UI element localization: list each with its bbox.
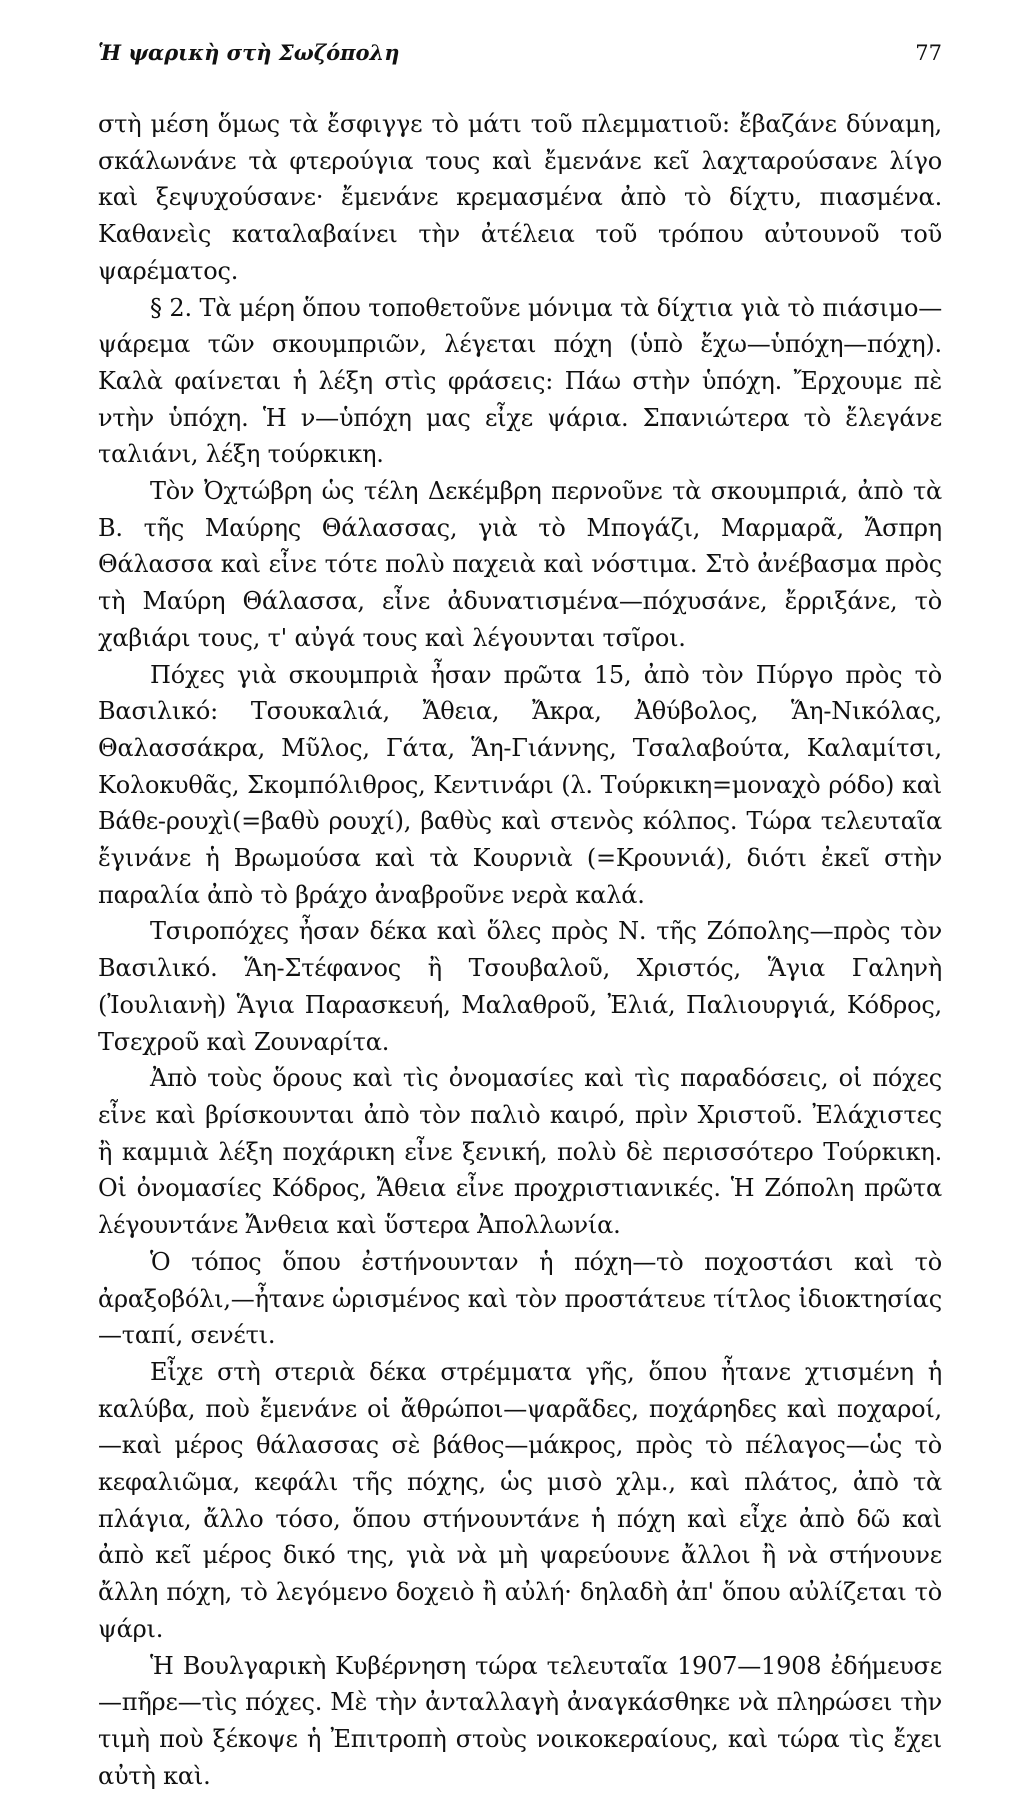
paragraph-5: Τσιροπόχες ἦσαν δέκα καὶ ὅλες πρὸς Ν. τῆς Ζόπολης—πρὸς τὸν Βασιλικό. Ἅη-Στέφανος ἢ Τσουβαλοῦ, Χριστός, Ἅγια Γαληνὴ (Ἰουλιανὴ) Ἅγια Παρασκευή, Μαλαθροῦ, Ἐλιά, Παλιουργιά, Κόδρος, Τσεχροῦ καὶ Ζουναρίτα.: [98, 917, 942, 1056]
paragraph-2: § 2. Τὰ μέρη ὅπου τοποθετοῦνε μόνιμα τὰ δίχτια γιὰ τὸ πιάσιμο—ψάρεμα τῶν σκουμπριῶν, λέγεται πόχη (ὑπὸ ἔχω—ὑπόχη—πόχη). Καλὰ φαίνεται ἡ λέξη στὶς φράσεις: Πάω στὴν ὑπόχη. Ἔρχουμε πὲ ντὴν ὑπόχη. Ἡ ν—ὑπόχη μας εἶχε ψάρια. Σπανιώτερα τὸ ἔλεγάνε ταλιάνι, λέξη τούρκικη.: [98, 293, 942, 469]
page-body: [98, 106, 942, 1794]
page-header: [98, 40, 942, 76]
running-title: Ἡ ψαρικὴ στὴ Σωζόπολη: [98, 40, 400, 65]
paragraph-6: Ἀπὸ τοὺς ὅρους καὶ τὶς ὀνομασίες καὶ τὶς παραδόσεις, οἱ πόχες εἶνε καὶ βρίσκουνται ἀπὸ τὸν παλιὸ καιρό, πρὶν Χριστοῦ. Ἐλάχιστες ἢ καμμιὰ λέξη ποχάρικη εἶνε ξενική, πολὺ δὲ περισσότερο Τούρκικη. Οἱ ὀνομασίες Κόδρος, Ἄθεια εἶνε προχριστιανικές. Ἡ Ζόπολη πρῶτα λέγουντάνε Ἄνθεια καὶ ὕστερα Ἀπολλωνία.: [98, 1064, 942, 1240]
page-number: 77: [915, 41, 942, 65]
paragraph-1: στὴ μέση ὅμως τὰ ἔσφιγγε τὸ μάτι τοῦ πλεμματιοῦ: ἔβαζάνε δύναμη, σκάλωνάνε τὰ φτερούγια τους καὶ ἔμενάνε κεῖ λαχταρούσανε λίγο καὶ ξεψυχούσανε· ἔμενάνε κρεμασμένα ἀπὸ τὸ δίχτυ, πιασμένα. Καθανεὶς καταλαβαίνει τὴν ἀτέλεια τοῦ τρόπου αὐτουνοῦ τοῦ ψαρέματος.: [98, 110, 942, 285]
paragraph-3: Τὸν Ὀχτώβρη ὡς τέλη Δεκέμβρη περνοῦνε τὰ σκουμπριά, ἀπὸ τὰ Β. τῆς Μαύρης Θάλασσας, γιὰ τὸ Μπογάζι, Μαρμαρᾶ, Ἄσπρη Θάλασσα καὶ εἶνε τότε πολὺ παχειὰ καὶ νόστιμα. Στὸ ἀνέβασμα πρὸς τὴ Μαύρη Θάλασσα, εἶνε ἀδυνατισμένα—πόχυσάνε, ἔρριξάνε, τὸ χαβιάρι τους, τ' αὐγά τους καὶ λέγουνται τσῖροι.: [98, 477, 942, 652]
paragraph-8: Εἶχε στὴ στεριὰ δέκα στρέμματα γῆς, ὅπου ἦτανε χτισμένη ἡ καλύβα, ποὺ ἔμενάνε οἱ ἄθρώποι—ψαρᾶδες, ποχάρηδες καὶ ποχαροί,—καὶ μέρος θάλασσας σὲ βάθος—μάκρος, πρὸς τὸ πέλαγος—ὡς τὸ κεφαλιῶμα, κεφάλι τῆς πόχης, ὡς μισὸ χλμ., καὶ πλάτος, ἀπὸ τὰ πλάγια, ἄλλο τόσο, ὅπου στήνουντάνε ἡ πόχη καὶ εἶχε ἀπὸ δῶ καὶ ἀπὸ κεῖ μέρος δικό της, γιὰ νὰ μὴ ψαρεύουνε ἄλλοι ἢ νὰ στήνουνε ἄλλη πόχη, τὸ λεγόμενο δοχειὸ ἢ αὐλή· δηλαδὴ ἀπ' ὅπου αὐλίζεται τὸ ψάρι.: [98, 1357, 942, 1643]
paragraph-9: Ἡ Βουλγαρικὴ Κυβέρνηση τώρα τελευταῖα 1907—1908 ἐδήμευσε—πῆρε—τὶς πόχες. Μὲ τὴν ἀνταλλαγὴ ἀναγκάσθηκε νὰ πληρώσει τὴν τιμὴ ποὺ ξέκοψε ἡ Ἐπιτροπὴ στοὺς νοικοκεραίους, καὶ τώρα τὶς ἔχει αὐτὴ καὶ.: [98, 1651, 942, 1790]
paragraph-4: Πόχες γιὰ σκουμπριὰ ἦσαν πρῶτα 15, ἀπὸ τὸν Πύργο πρὸς τὸ Βασιλικό: Τσουκαλιά, Ἄθεια, Ἄκρα, Ἀθύβολος, Ἅη-Νικόλας, Θαλασσάκρα, Μῦλος, Γάτα, Ἅη-Γιάννης, Τσαλαβούτα, Καλαμίτσι, Κολοκυθᾶς, Σκομπόλιθρος, Κεντινάρι (λ. Τούρκικη=μοναχὸ ρόδο) καὶ Βάθε-ρουχὶ(=βαθὺ ρουχί), βαθὺς καὶ στενὸς κόλπος. Τώρα τελευταῖα ἔγινάνε ἡ Βρωμούσα καὶ τὰ Κουρνιὰ (=Κρουνιά), διότι ἐκεῖ στὴν παραλία ἀπὸ τὸ βράχο ἀναβροῦνε νερὰ καλά.: [98, 660, 942, 909]
paragraph-7: Ὁ τόπος ὅπου ἐστήνουνταν ἡ πόχη—τὸ ποχοστάσι καὶ τὸ ἀραξοβόλι,—ἦτανε ὡρισμένος καὶ τὸν προστάτευε τίτλος ἰδιοκτησίας—ταπί, σενέτι.: [98, 1247, 942, 1350]
